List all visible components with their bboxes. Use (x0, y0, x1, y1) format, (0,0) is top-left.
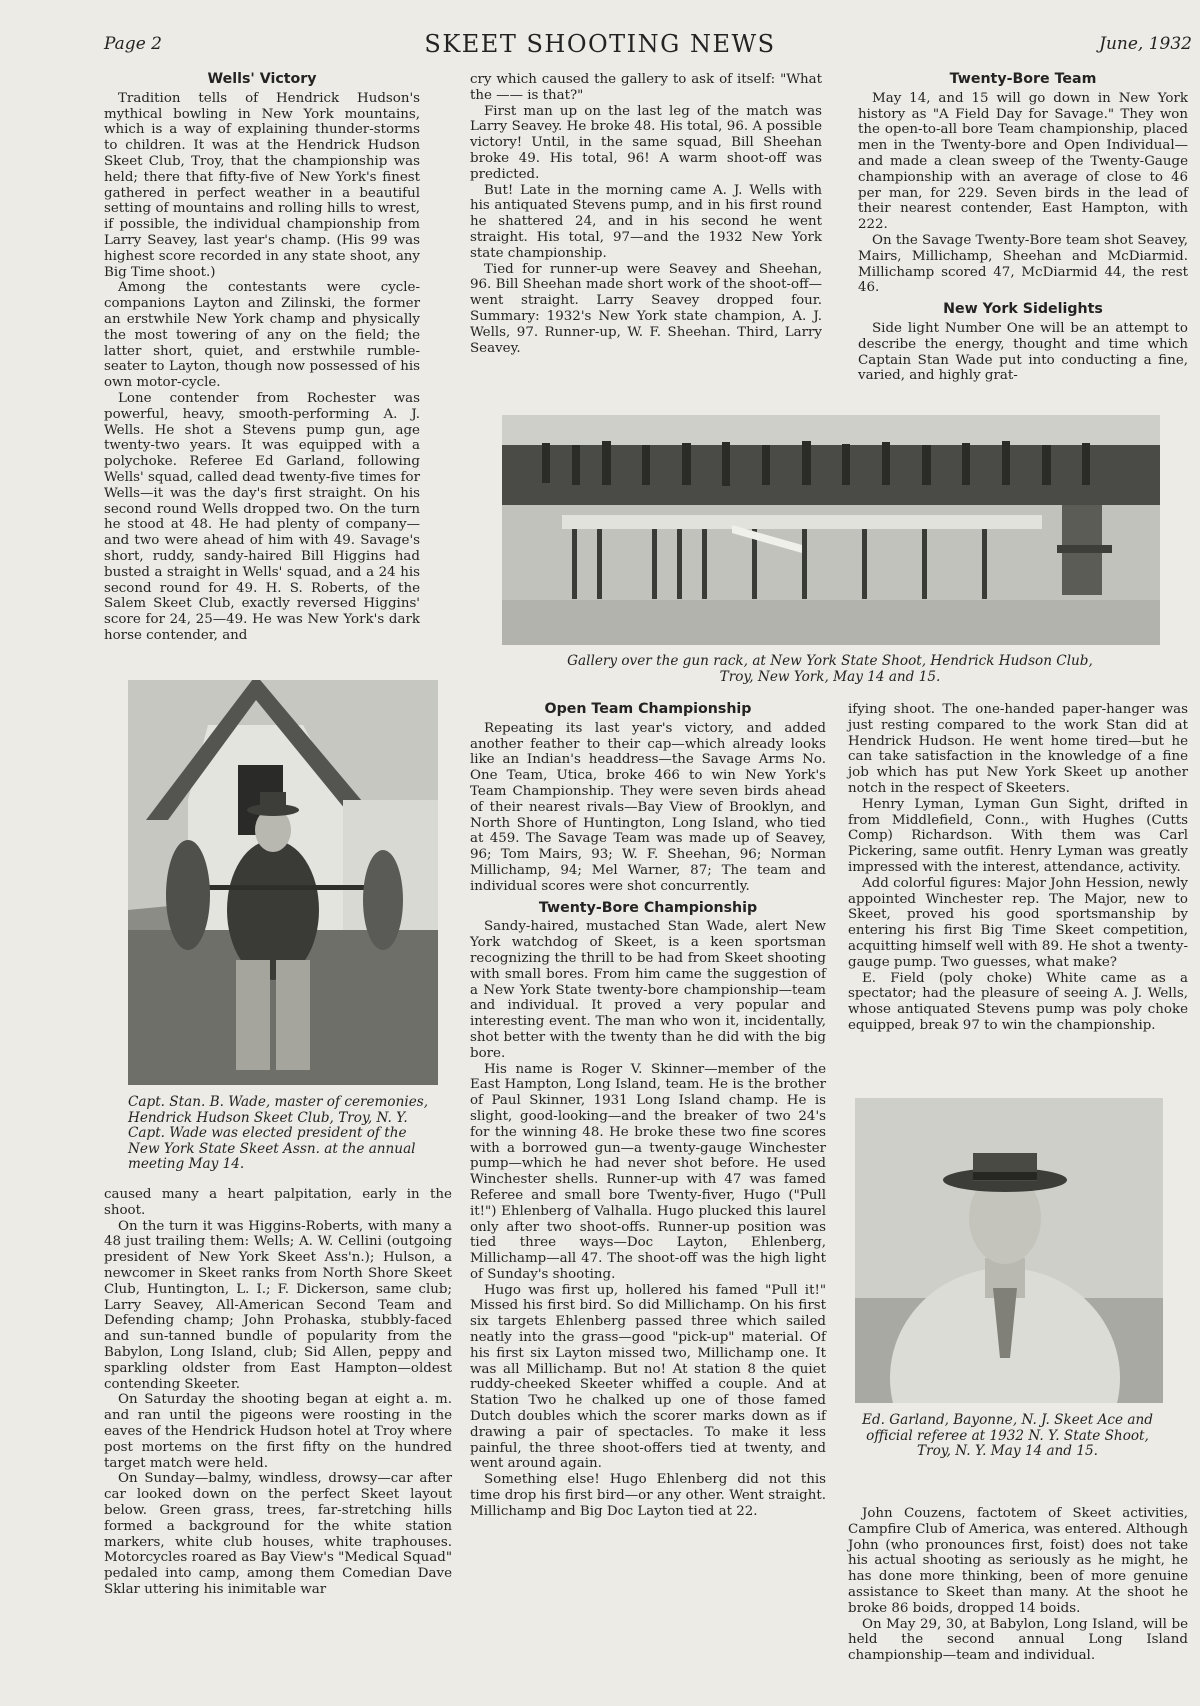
article-column-3-top (858, 72, 1188, 384)
paragraph: Tied for runner-up were Seavey and Sheehan, 96. Bill Sheehan made short work of the shoot-off—went straight. Larry Seavey dropped four. Summary: 1932's New York state champion, A. J. Wells, 97. Runner-up, W. F. Sheehan. Third, Larry Seavey. (470, 261, 822, 356)
paragraph: Something else! Hugo Ehlenberg did not this time drop his first bird—or any other. Went straight. Millichamp and Big Doc Layton tied at 22. (470, 1472, 826, 1519)
photo-ed-garland (855, 1098, 1163, 1403)
section-heading-wells-victory: Wells' Victory (207, 71, 317, 87)
paragraph: Lone contender from Rochester was powerful, heavy, smooth-performing A. J. Wells. He shot a Stevens pump gun, age twenty-two years. It was equipped with a polychoke. Referee Ed Garland, following Wells' squad, called dead twenty-five times for Wells—it was the day's first straight. On his second round Wells dropped two. On the turn he stood at 48. He had plenty of company—and two were ahead of him with 49. Savage's short, ruddy, sandy-haired Bill Higgins had busted a straight in Wells' squad, and a 24 his second round for 49. H. S. Roberts, of the Salem Skeet Club, exactly reversed Higgins' score for 24, 25—49. He was New York's dark horse contender, and (104, 390, 420, 643)
paragraph: Add colorful figures: Major John Hession, newly appointed Winchester rep. The Major, new to Skeet, proved his good sportsmanship by entering his first Big Time Skeet competition, acquitting himself well with 89. He shot a twenty-gauge pump. Two guesses, what make? (848, 875, 1188, 970)
caption-line: Troy, New York, May 14 and 15. (719, 668, 941, 685)
paragraph: May 14, and 15 will go down in New York history as "A Field Day for Savage." They won the open-to-all bore Team championship, placed men in the Twenty-bore and Open Individual—and made a clean sweep of the Twenty-Gauge championship with an average of close to 46 per man, for 229. Seven birds in the lead of their nearest contender, East Hampton, with 222. (858, 90, 1188, 233)
paragraph: Hugo was first up, hollered his famed "Pull it!" Missed his first bird. So did Millichamp. On his first six targets Ehlenberg passed three which sailed neatly into the grass—good "pick-up" material. Of his first six Layton missed two, Millichamp one. It was all Millichamp. But no! At station 8 the quiet ruddy-cheeked Skeeter whiffed a couple. And at Station Two he chalked up one of those famed Dutch doubles which the scorer marks down as if drawing a pair of spectacles. To make it less painful, the three shoot-offers tied at twenty, and went around again. (470, 1282, 826, 1472)
paragraph: On May 29, 30, at Babylon, Long Island, will be held the second annual Long Island championship—team and individual. (848, 1616, 1188, 1664)
section-heading-open-team-championship: Open Team Championship (544, 701, 752, 717)
paragraph: ifying shoot. The one-handed paper-hanger was just resting compared to the work Stan did at Hendrick Hudson. He went home tired—but he can take satisfaction in the knowledge of a fine job which has put New York Skeet up another notch in the respect of Skeeters. (848, 702, 1188, 796)
paragraph: cry which caused the gallery to ask of itself: "What the —— is that?" (470, 72, 822, 103)
section-heading-twenty-bore-championship: Twenty-Bore Championship (538, 899, 758, 916)
paragraph: Tradition tells of Hendrick Hudson's mythical bowling in New York mountains, which is a way of explaining thunder-storms to children. It was at the Hendrick Hudson Skeet Club, Troy, that the championship was held; there that fifty-five of New York's finest gathered in perfect weather in a beautiful setting of mountains and rolling hills to wrest, if possible, the individual championship from Larry Seavey, last year's champ. (His 99 was highest score recorded in any state shoot, any Big Time shoot.) (104, 90, 420, 280)
paragraph: John Couzens, factotem of Skeet activities, Campfire Club of America, was entered. Although John (who pronounces first, foist) does not take his actual shooting as seriously as he might, he has done more thinking, been of more genuine assistance to Skeet than many. At the shoot he broke 86 boids, dropped 14 boids. (848, 1506, 1188, 1616)
paragraph: Repeating its last year's victory, and added another feather to their cap—which already looks like an Indian's headdress—the Savage Arms No. One Team, Utica, broke 466 to win New York's Team Championship. They were seven birds ahead of their nearest rivals—Bay View of Brooklyn, and North Shore of Huntington, Long Island, who tied at 459. The Savage Team was made up of Seavey, 96; Tom Mairs, 93; W. F. Sheehan, 96; Norman Millichamp, 94; Mel Warner, 87; The team and individual scores were shot concurrently. (470, 720, 826, 894)
article-column-1-top (104, 72, 420, 644)
paragraph: Sandy-haired, mustached Stan Wade, alert New York watchdog of Skeet, is a keen sportsman recognizing the thrill to be had from Skeet shooting with small bores. From him came the suggestion of a New York State twenty-bore championship—team and individual. It proved a very popular and interesting event. The man who won it, incidentally, shot better with the twenty than he did with the big bore. (470, 919, 826, 1061)
caption-line: Gallery over the gun rack, at New York State Shoot, Hendrick Hudson Club, (567, 653, 1093, 669)
paragraph: Among the contestants were cycle-companions Layton and Zilinski, the former an erstwhile New York champ and physically the most towering of any on the field; the latter short, quiet, and erstwhile rumble-seater to Layton, though now possessed of his own motor-cycle. (104, 280, 420, 391)
caption-gallery (480, 654, 1180, 685)
photo-stan-wade (128, 680, 438, 1085)
paragraph: But! Late in the morning came A. J. Wells with his antiquated Stevens pump, and in his first round he shattered 24, and in his second he went straight. His total, 97—and the 1932 New York state championship. (470, 182, 822, 261)
paragraph: On Saturday the shooting began at eight a. m. and ran until the pigeons were roosting in the eaves of the Hendrick Hudson hotel at Troy where post mortems on the first fifty on the hundred target match were held. (104, 1392, 452, 1471)
publication-title: SKEET SHOOTING NEWS (424, 30, 776, 58)
paragraph: E. Field (poly choke) White came as a spectator; had the pleasure of seeing A. J. Wells, whose antiquated Stevens pump was poly choke equipped, break 97 to win the championship. (848, 970, 1188, 1033)
article-column-1-bottom (104, 1187, 452, 1598)
paragraph: His name is Roger V. Skinner—member of the East Hampton, Long Island, team. He is the brother of Paul Skinner, 1931 Long Island champ. He is slight, good-looking—and the breaker of two 24's for the winning 48. He broke these two fine scores with a borrowed gun—a twenty-gauge Winchester pump—which he had never shot before. He used Winchester shells. Runner-up with 47 was famed Referee and small bore Twenty-fiver, Hugo ("Pull it!") Ehlenberg of Valhalla. Hugo plucked this laurel only after two shoot-offs. Runner-up position was tied three ways—Doc Layton, Ehlenberg, Millichamp—all 47. The shoot-off was the high light of Sunday's shooting. (470, 1061, 826, 1282)
article-column-2-top (470, 72, 822, 356)
page-number: Page 2 (104, 34, 162, 54)
paragraph: On Sunday—balmy, windless, drowsy—car after car looked down on the perfect Skeet layout below. Green grass, trees, far-stretching hills formed a background for the white station markers, white club houses, white traphouses. Motorcycles roared as Bay View's "Medical Squad" pedaled into camp, among them Comedian Dave Sklar uttering his inimitable war (104, 1471, 452, 1597)
article-column-3-bottom (848, 1506, 1188, 1664)
paragraph: Side light Number One will be an attempt to describe the energy, thought and time which Captain Stan Wade put into conducting a fine, varied, and highly grat- (858, 320, 1188, 384)
issue-date: June, 1932 (1099, 34, 1192, 54)
paragraph: caused many a heart palpitation, early in the shoot. (104, 1187, 452, 1218)
paragraph: First man up on the last leg of the match was Larry Seavey. He broke 48. His total, 96. A possible victory! Until, in the same squad, Bill Sheehan broke 49. His total, 96! A warm shoot-off was predicted. (470, 103, 822, 182)
caption-stan-wade: Capt. Stan. B. Wade, master of ceremonies, Hendrick Hudson Skeet Club, Troy, N. Y. Capt. Wade was elected president of the New York State Skeet Assn. at the annual meeting May 14. (128, 1094, 429, 1173)
section-heading-twenty-bore-team: Twenty-Bore Team (949, 71, 1097, 87)
paragraph: Henry Lyman, Lyman Gun Sight, drifted in from Middlefield, Conn., with Hughes (Cutts Comp) Richardson. With them was Carl Pickering, same outfit. Henry Lyman was greatly impressed with the interest, attendance, activity. (848, 796, 1188, 875)
paragraph: On the turn it was Higgins-Roberts, with many a 48 just trailing them: Wells; A. W. Cellini (outgoing president of New York Skeet Ass'n.); Hulson, a newcomer in Skeet ranks from North Shore Skeet Club, Huntington, L. I.; F. Dickerson, same club; Larry Seavey, All-American Second Team and Defending champ; John Prohaska, stubbly-faced and sun-tanned bundle of popularity from the Babylon, Long Island, club; Sid Allen, peppy and sparkling oldster from East Hampton—oldest contending Skeeter. (104, 1218, 452, 1392)
section-heading-new-york-sidelights: New York Sidelights (943, 301, 1103, 318)
photo-gallery-gun-rack (502, 415, 1160, 645)
article-column-3-middle (848, 702, 1188, 1034)
caption-ed-garland: Ed. Garland, Bayonne, N. J. Skeet Ace and official referee at 1932 N. Y. State Shoot, Troy, N. Y. May 14 and 15. (862, 1412, 1153, 1460)
article-column-2-bottom (470, 702, 826, 1520)
paragraph: On the Savage Twenty-Bore team shot Seavey, Mairs, Millichamp, Sheehan and McDiarmid. Millichamp scored 47, McDiarmid 44, the rest 46. (858, 232, 1188, 296)
